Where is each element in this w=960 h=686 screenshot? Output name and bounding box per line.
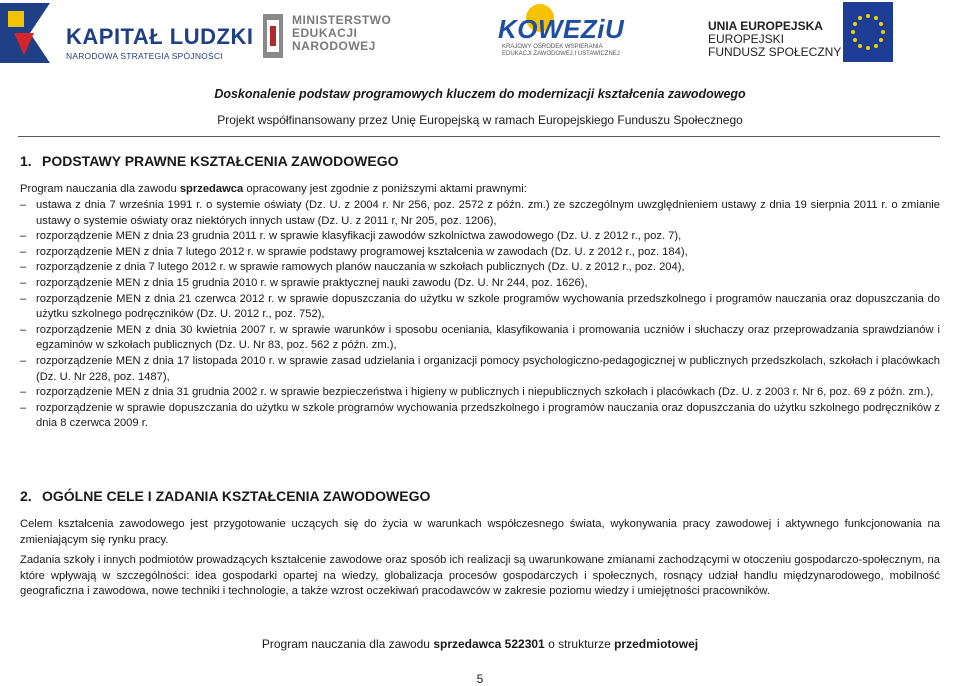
intro-text-end: opracowany jest zgodnie z poniższymi aktami prawnymi:	[243, 183, 527, 195]
logo-bar	[0, 0, 960, 80]
footer-text: Program nauczania dla zawodu	[261, 637, 434, 651]
ue-line-2: EUROPEJSKI	[708, 32, 785, 46]
list-item: – rozporządzenie MEN z dnia 23 grudnia 2011 r. w sprawie klasyfikacji zawodów szkolnictwa zawodowego (Dz. U. z 2012 r., poz. 7),	[20, 229, 940, 245]
kapital-ludzki-title: KAPITAŁ LUDZKI	[66, 24, 254, 49]
men-text	[292, 14, 391, 53]
list-item: – rozporządzenie w sprawie dopuszczania do użytku w szkole programów wychowania przedszkolnego i programów nauczania oraz dopuszczania do użytku szkolnego podręczników z dnia 8 czerwca 2009 r.	[20, 401, 940, 432]
footer-profession: sprzedawca 522301	[433, 637, 545, 651]
ue-line-1: UNIA EUROPEJSKA	[708, 19, 823, 33]
men-line-2: EDUKACJI	[292, 26, 358, 40]
intro-text: Program nauczania dla zawodu	[20, 183, 180, 195]
men-crest-icon	[263, 14, 283, 58]
list-item: – rozporządzenie MEN z dnia 7 lutego 2012 r. w sprawie podstawy programowej kształcenia w zawodach (Dz. U. z 2012 r., poz. 184),	[20, 245, 940, 261]
section-1-number: 1.	[20, 153, 32, 169]
header-divider	[18, 136, 940, 137]
section-2-paragraph-1: Celem kształcenia zawodowego jest przygotowanie uczących się do życia w warunkach współczesnego świata, wykonywania pracy zawodowej i aktywnego funkcjonowania na zmieniającym się rynku pracy.	[20, 518, 940, 546]
list-item: – rozporządzenie MEN z dnia 31 grudnia 2002 r. w sprawie bezpieczeństwa i higieny w publicznych i niepublicznych szkołach i placówkach (Dz. U. z 2003 r. Nr 6, poz. 69 z późn. zm.),	[20, 385, 940, 401]
project-title: Doskonalenie podstaw programowych kluczem do modernizacji kształcenia zawodowego	[214, 87, 746, 101]
list-item: – rozporządzenie MEN z dnia 15 grudnia 2010 r. w sprawie praktycznej nauki zawodu (Dz. U. Nr 244, poz. 1626),	[20, 276, 940, 292]
men-line-3: NARODOWEJ	[292, 39, 376, 53]
men-line-1: MINISTERSTWO	[292, 13, 392, 27]
koweziu-title: KOWEZiU	[498, 14, 625, 44]
ue-text	[708, 20, 841, 59]
list-item: – rozporządzenie MEN z dnia 17 listopada 2010 r. w sprawie zasad udzielania i organizacji pomocy psychologiczno-pedagogicznej w publicznych przedszkolach, szkołach i placówkach (Dz. U. Nr 228, poz. 1487),	[20, 354, 940, 385]
project-cofinancing-note: Projekt współfinansowany przez Unię Europejską w ramach Europejskiego Funduszu Społecznego	[217, 113, 743, 127]
section-2-paragraph-2: Zadania szkoły i innych podmiotów prowadzących kształcenie zawodowe oraz sposób ich realizacji są uwarunkowane zmianami zachodzącymi w otoczeniu gospodarczo-społecznym, na które wpływają w szczególności: idea gospodarki opartej na wiedzy, globalizacja procesów gospodarczych i społecznych, rosnący udział handlu międzynarodowego, mobilność geograficzna i zawodowa, nowe techniki i technologie, a także wzrost oczekiwań pracodawców w zakresie poziomu wiedzy i umiejętności pracowników.	[20, 554, 940, 598]
koweziu-subtitle: KRAJOWY OŚRODEK WSPIERANIA EDUKACJI ZAWODOWEJ I USTAWICZNEJ	[502, 44, 620, 57]
section-1-intro	[20, 182, 940, 198]
kapital-ludzki-mark-icon	[0, 3, 50, 63]
section-2-title: OGÓLNE CELE I ZADANIA KSZTAŁCENIA ZAWODOWEGO	[42, 488, 431, 504]
kapital-ludzki-subtitle: NARODOWA STRATEGIA SPÓJNOŚCI	[66, 51, 223, 61]
list-item: – ustawa z dnia 7 września 1991 r. o systemie oświaty (Dz. U. z 2004 r. Nr 256, poz. 2572 z późn. zm.) ze szczególnym uwzględnieniem ustawy z dnia 19 sierpnia 2011 r. o zmianie ustawy o systemie oświaty oraz niektórych innych ustaw (Dz. U. z 2011 r, Nr 205, poz. 1206),	[20, 198, 940, 229]
list-item: – rozporządzenie MEN z dnia 21 czerwca 2012 r. w sprawie dopuszczania do użytku w szkole programów wychowania przedszkolnego i programów nauczania oraz dopuszczania do użytku szkolnego podręczników (Dz. U. 2012 r., poz. 752),	[20, 292, 940, 323]
list-item: – rozporządzenie z dnia 7 lutego 2012 r. w sprawie ramowych planów nauczania w szkołach publicznych (Dz. U. z 2012 r., poz. 204),	[20, 260, 940, 276]
section-2-number: 2.	[20, 488, 32, 504]
section-1-title: PODSTAWY PRAWNE KSZTAŁCENIA ZAWODOWEGO	[42, 153, 399, 169]
page-footer	[0, 637, 960, 651]
page-number: 5	[476, 672, 484, 686]
section-2-heading	[20, 488, 430, 504]
eu-flag-icon	[843, 2, 893, 62]
intro-profession: sprzedawca	[179, 183, 244, 195]
section-1-heading	[20, 153, 398, 169]
legal-acts-list	[20, 198, 940, 432]
ue-line-3: FUNDUSZ SPOŁECZNY	[708, 45, 842, 59]
footer-structure: przedmiotowej	[614, 637, 699, 651]
footer-text-mid: o strukturze	[544, 637, 615, 651]
list-item: – rozporządzenie MEN z dnia 30 kwietnia 2007 r. w sprawie warunków i sposobu oceniania, klasyfikowania i promowania uczniów i słuchaczy oraz przeprowadzania sprawdzianów i egzaminów w szkołach publicznych (Dz. U. Nr 83, poz. 562 z późn. zm.),	[20, 323, 940, 354]
